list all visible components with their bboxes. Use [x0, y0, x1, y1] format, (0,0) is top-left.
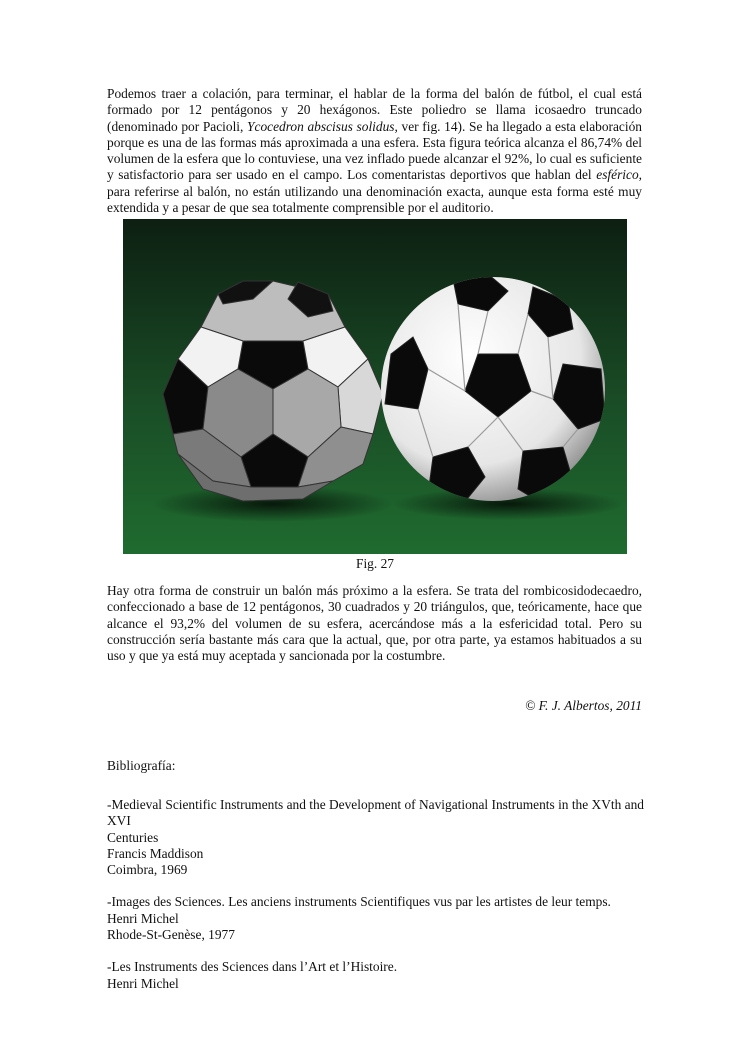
entry-author: Henri Michel	[107, 910, 179, 926]
bibliography-entry	[107, 959, 667, 992]
entry-place-year: Rhode-St-Genèse, 1977	[107, 927, 235, 943]
entry-line: -Medieval Scientific Instruments and the Development of Navigational Instruments in the XVth and XVI	[107, 797, 644, 829]
intro-paragraph	[107, 86, 642, 216]
entry-author: Henri Michel	[107, 975, 179, 991]
intro-text-1: Podemos traer a colación, para terminar, el hablar de la forma del balón de fútbol, el cual está formado por 12 pentágonos y 20 hexágonos. Este poliedro se llama icosaedro truncado (denominado por Pacioli,	[107, 86, 642, 134]
soccer-balls-figure	[123, 219, 627, 554]
entry-line: -Les Instruments des Sciences dans l’Art et l’Histoire.	[107, 959, 398, 975]
latin-term: Ycocedron abscisus solidus	[247, 118, 395, 134]
intro-text-2: , ver fig. 14). Se ha llegado a esta elaboración porque es una de las formas más aproximada a una esfera. Esta figura teórica alcanza el 86,74% del volumen de la esfera que lo contuviese, una vez inflado puede alcanzar el 92%, lo cual es suficiente y satisfactorio para ser usado en el campo. Los comentaristas deportivos que hablan del	[107, 118, 642, 183]
bibliography-entry	[107, 797, 667, 878]
bibliography-entry	[107, 894, 667, 943]
esferico-term: esférico	[596, 167, 639, 183]
bibliography-list	[107, 797, 667, 1008]
bibliography-heading: Bibliografía:	[107, 758, 176, 773]
soccer-balls-illustration	[123, 219, 627, 554]
entry-author: Francis Maddison	[107, 845, 204, 861]
figure-caption: Fig. 27	[356, 556, 394, 571]
copyright-notice: © F. J. Albertos, 2011	[525, 698, 642, 713]
second-paragraph: Hay otra forma de construir un balón más próximo a la esfera. Se trata del rombicosidodecaedro, confeccionado a base de 12 pentágonos, 30 cuadrados y 20 triángulos, que, teóricamente, hace que alcance el 93,2% del volumen de su esfera, acercándose más a la esfericidad total. Pero su construcción sería bastante más cara que la actual, que, por otra parte, ya estamos habituados a su uso y que ya está muy aceptada y sancionada por la costumbre.	[107, 583, 642, 664]
entry-line: Centuries	[107, 829, 159, 845]
entry-line: -Images des Sciences. Les anciens instruments Scientifiques vus par les artistes de leur temps.	[107, 894, 611, 910]
entry-place-year: Coimbra, 1969	[107, 862, 188, 878]
intro-text-3: , para referirse al balón, no están utilizando una denominación exacta, aunque esta forma esté muy extendida y a pesar de que sea totalmente comprensible por el auditorio.	[107, 167, 642, 216]
